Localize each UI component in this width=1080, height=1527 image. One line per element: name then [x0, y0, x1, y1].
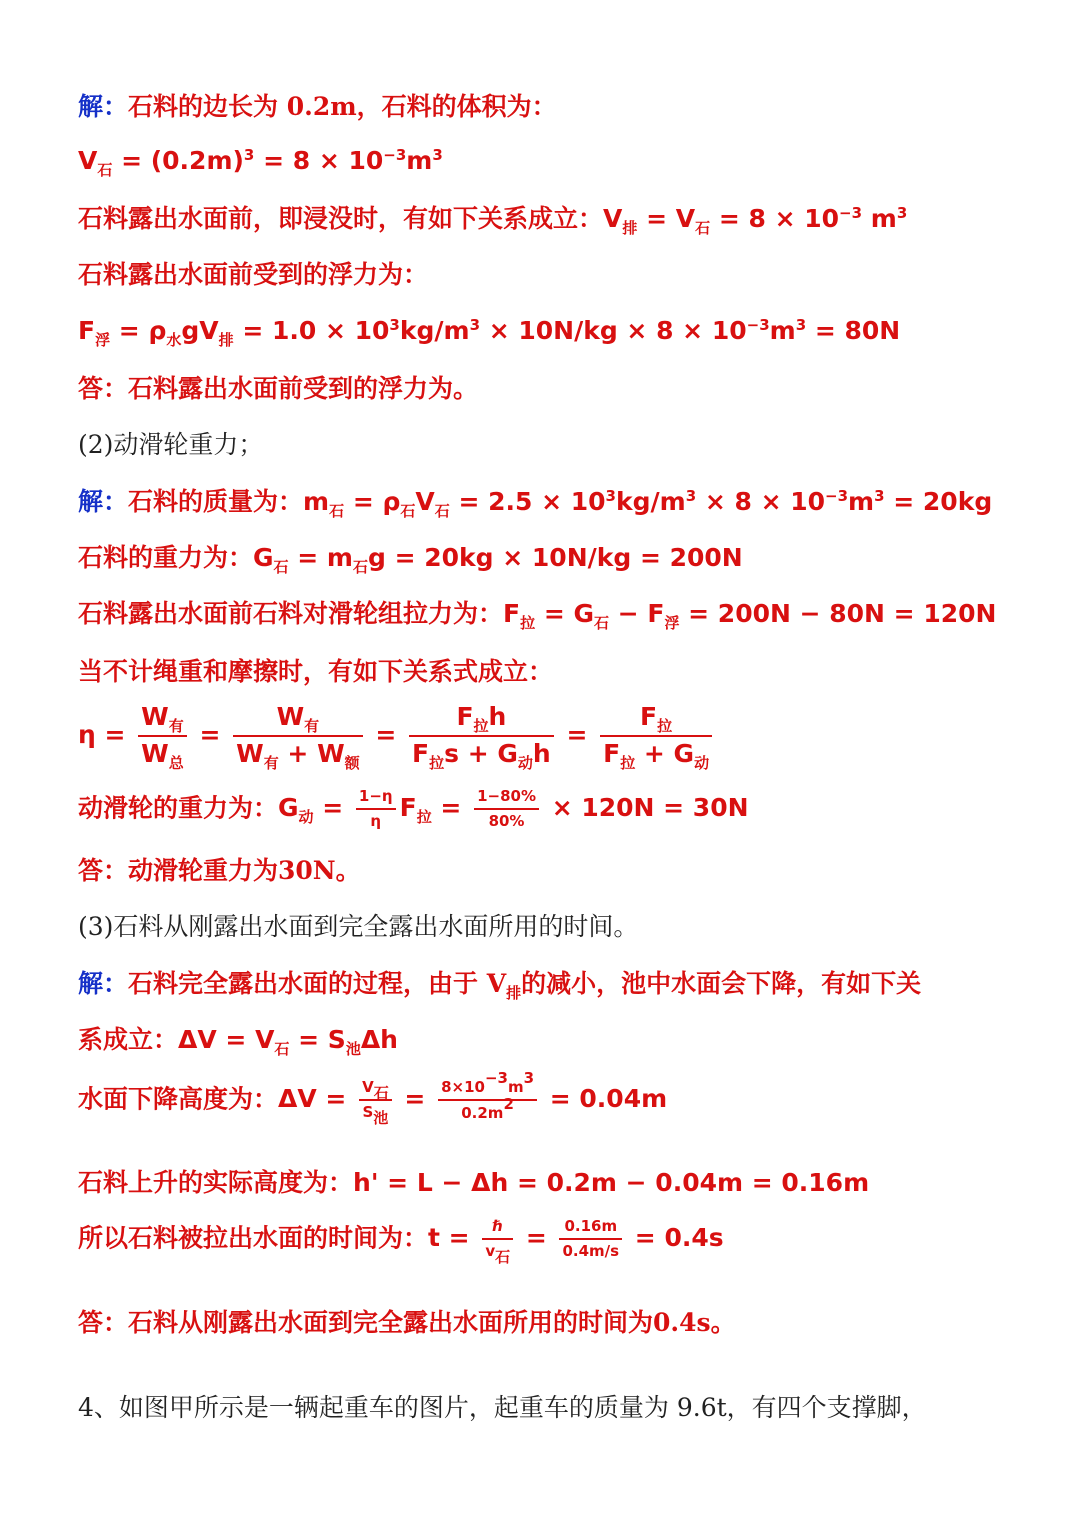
fraction-values: $\frac{8\times 10^{-3}m^3}{0.2m^2}$: [438, 1078, 537, 1123]
gravity-line: 石料的重力为：$G_石 = m_石g = 20kg \times 10N/kg = 200N$: [78, 543, 743, 576]
pull-force-line: 石料露出水面前石料对滑轮组拉力为：$F_拉 = G_石 - F_浮 = 200N - 80N = 120N$: [78, 599, 997, 632]
fraction-eta: $\frac{1-\eta}{\eta}$: [356, 788, 396, 831]
line-text: 石料的边长为 0.2m，石料的体积为：: [128, 92, 557, 121]
answer-1: 答：石料露出水面前受到的浮力为。: [78, 374, 479, 403]
fraction-hv: $\frac{\text{ℏ}}{v_石}$: [482, 1218, 513, 1261]
actual-height-line: 石料上升的实际高度为：h' = L − Δh = 0.2m − 0.04m = 0.16m: [78, 1168, 870, 1197]
fraction-2: $\frac{W_有}{W_有 + W_额}$: [233, 703, 363, 769]
solution-label: 解：: [78, 487, 129, 516]
fraction-4: $\frac{F_拉}{F_拉 + G_动}$: [600, 703, 712, 769]
formula-buoyancy: $F_浮 = \rho_水gV_排 = 1.0 \times 10^3kg/m^3 \times 10N/kg \times 8 \times 10^{-3}m^3 = 80N$: [78, 316, 901, 349]
solution-label: 解：: [78, 92, 129, 121]
formula-volume: $V_石 = (0.2m)^3 = 8 \times 10^{-3}m^3$: [78, 146, 443, 179]
solution-time-line-1: 解：石料完全露出水面的过程，由于 $V_排$的减小，池中水面会下降，有如下关: [78, 969, 922, 1002]
question-3: (3)石料从刚露出水面到完全露出水面所用的时间。: [78, 912, 639, 941]
fraction-percent: $\frac{1-80\%}{80\%}$: [474, 788, 539, 831]
time-line: 所以石料被拉出水面的时间为：t = $\frac{\text{ℏ}}{v_石}$ = $\frac{0.16m}{0.4m/s}$ = 0.4s: [78, 1217, 724, 1267]
answer-3: 答：石料从刚露出水面到完全露出水面所用的时间为0.4s。: [78, 1308, 736, 1337]
answer-2: 答：动滑轮重力为30N。: [78, 856, 361, 885]
solution-line-1: [78, 92, 557, 122]
question-2: (2)动滑轮重力；: [78, 430, 264, 459]
water-drop-line: 水面下降高度为：ΔV = $\frac{V_石}{S_池}$ = $\frac{8\times 10^{-3}m^3}{0.2m^2}$ = 0.04m: [78, 1069, 668, 1128]
buoyancy-heading: 石料露出水面前受到的浮力为：: [78, 260, 429, 289]
solution-label: 解：: [78, 969, 129, 998]
condition-line: 当不计绳重和摩擦时，有如下关系式成立：: [78, 657, 554, 686]
solution-mass: 解：石料的质量为：$m_石 = \rho_石V_石 = 2.5 \times 10^3kg/m^3 \times 8 \times 10^{-3}m^3 = 20kg$: [78, 487, 993, 520]
relation-volume-line: 系成立：$\Delta V = V_石 = S_池\Delta h$: [78, 1025, 398, 1058]
pulley-weight-line: 动滑轮的重力为：$G_动$ = $\frac{1-\eta}{\eta}$ $F_拉$ = $\frac{1-80\%}{80\%}$ × 120N = 30N: [78, 787, 749, 831]
fraction-vs: $\frac{V_石}{S_池}$: [359, 1079, 392, 1122]
fraction-time: $\frac{0.16m}{0.4m/s}$: [559, 1218, 622, 1261]
efficiency-formula: η = $\frac{W_有}{W_总}$ = $\frac{W_有}{W_有 + W_额}$ = $\frac{F_拉h}{F_拉s + G_动h}$ = $\frac{F_拉}{F_拉 + G_动}$: [78, 703, 716, 769]
fraction-3: $\frac{F_拉h}{F_拉s + G_动h}$: [409, 703, 554, 769]
question-4: 4、如图甲所示是一辆起重车的图片，起重车的质量为 9.6t，有四个支撑脚，: [78, 1393, 927, 1422]
fraction-1: $\frac{W_有}{W_总}$: [138, 703, 187, 769]
relation-line: 石料露出水面前，即浸没时，有如下关系成立：$V_排 = V_石 = 8 \times 10^{-3}$ $m^3$: [78, 204, 908, 237]
